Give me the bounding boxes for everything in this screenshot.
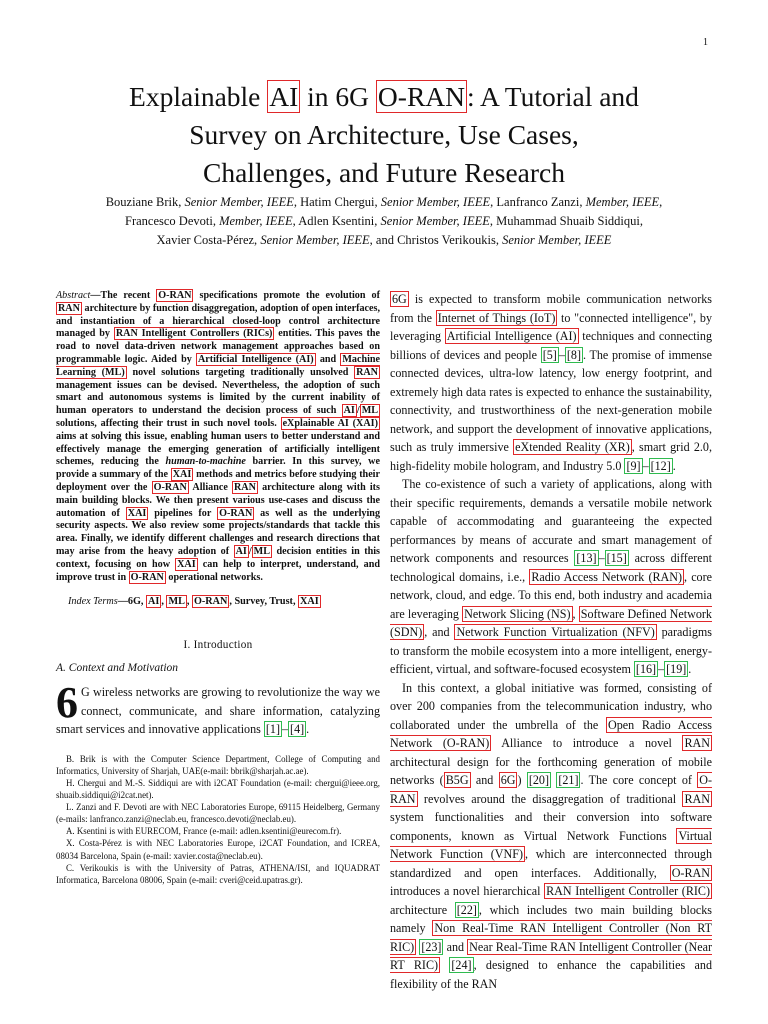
abstract: Abstract—The recent O-RAN specifications promote the evolution of RAN architecture by function disaggregation, adoption of open interfaces, and instantiation of a hierarchical closed-loop control architecture managed by RAN Intelligent Controllers (RICs) entities. This paves the road to novel data-driven network management approaches based on programmable logic. Aided by Artificial Intelligence (AI) and Machine Learning (ML) novel solutions targeting traditionally unsolved RAN management issues can be devised. Nevertheless, the adoption of such smart and autonomous systems is limited by the current inability of human operators to understand the decision process of such AI / ML solutions, affecting their trust in such novel tools. eXplainable AI (XAI) aims at solving this issue, enabling human users to better understand and effectively manage the emerging generation of artificially intelligent schemes, reducing the human-to-machine barrier. In this survey, we provide a summary of the XAI methods and metrics before studying their deployment over the O-RAN Alliance RAN architecture along with its main building blocks. We then present various use-cases and discuss the automation of XAI pipelines for O-RAN as well as the underlying security aspects. We also review some projects/standards that tackle this area. Finally, we identify different challenges and research directions that may arise from the heavy adoption of AI / ML decision entities in this context, focusing on how XAI can help to interpret, understand, and improve trust in O-RAN operational networks. [56, 290, 381, 583]
acronym-link[interactable]: O-RAN [219, 507, 253, 519]
acronym-link[interactable]: Artificial Intelligence (AI) [446, 329, 577, 343]
subsection-heading: A. Context and Motivation [56, 661, 179, 674]
acronym-link[interactable]: RAN [684, 791, 710, 806]
page-number: 1 [703, 37, 708, 48]
citation-link[interactable]: [21] [558, 773, 579, 787]
intro-paragraph: 6 G wireless networks are growing to revolutionize the way we connect, communicate, and share information, catalyzing smart services and innovative applications [1] – [4] . [56, 678, 380, 737]
footnotes [56, 753, 380, 886]
acronym-link[interactable]: O-RAN [153, 481, 187, 493]
acronym-link[interactable]: RAN [356, 366, 378, 378]
citation-link[interactable]: [22] [456, 902, 477, 917]
acronym-link[interactable]: Radio Access Network (RAN) [531, 569, 683, 584]
paper-title: Explainable AI in 6G O-RAN: A Tutorial and Survey on Architecture, Use Cases, Challenges, and Future Research [129, 81, 639, 188]
acronym-link[interactable]: AI [269, 81, 299, 112]
citation-link[interactable]: [19] [666, 662, 687, 676]
acronym-link[interactable]: O-RAN [390, 773, 712, 806]
acronym-link[interactable]: XAI [127, 507, 147, 519]
acronym-link[interactable]: RAN Intelligent Controllers (RICs) [115, 328, 273, 340]
footnote: X. Costa-Pérez is with NEC Laboratories Europe, i2CAT Foundation, and ICREA, 08034 Barcelona, Spain (e-mail: xavier.costa@neclab.eu). [56, 838, 380, 861]
acronym-link[interactable]: RAN Intelligent Controller (RIC) [546, 884, 711, 898]
acronym-link[interactable]: O-RAN [130, 571, 164, 583]
footnote: C. Verikoukis is with the University of Patras, ATHENA/ISI, and IQUADRAT Informatica, Barcelona 08006, Spain (e-mail: cveri@ceid.upatras.gr). [56, 862, 380, 885]
citation-link[interactable]: [15] [606, 551, 627, 565]
citation-link[interactable]: [24] [451, 958, 472, 972]
body-paragraph: The co-existence of such a variety of applications, along with their specific requirements, demands a versatile mobile network capable of accommodating and guaranteeing the expected performances by means of accurate and smart management of network components and resources [13] – [15] across different technological domains, i.e., Radio Access Network (RAN) , core network, cloud, and edge. To this end, both industry and academia are leveraging Network Slicing (NS) , Software Defined Network (SDN) , and Network Function Virtualization (NFV) paradigms to transform the mobile ecosystem into a more intelligent, energy-efficient, virtual, and software-focused ecosystem [16] – [19] . [390, 477, 712, 676]
footnote: A. Ksentini is with EURECOM, France (e-mail: adlen.ksentini@eurecom.fr). [66, 826, 342, 837]
acronym-link[interactable]: XAI [177, 558, 196, 570]
acronym-link[interactable]: O-RAN [377, 81, 466, 112]
acronym-link[interactable]: RAN [58, 302, 80, 314]
acronym-link[interactable]: ML [361, 405, 378, 417]
acronym-link[interactable]: ML [168, 596, 185, 608]
acronym-link[interactable]: ML [253, 545, 270, 557]
acronym-link[interactable]: Non Real-Time RAN Intelligent Controller (Non RT RIC) [390, 921, 712, 954]
right-column [390, 290, 712, 993]
acronym-link[interactable]: Internet of Things (IoT) [437, 310, 556, 325]
acronym-link[interactable]: O-RAN [671, 865, 710, 880]
footnote: H. Chergui and M.-S. Siddiqui are with i2CAT Foundation (e-mail: chergui@ieee.org, shuaib.siddiqui@i2cat.net). [56, 778, 380, 801]
citation-link[interactable]: [12] [650, 458, 671, 473]
citation-link[interactable]: [4] [290, 722, 305, 737]
acronym-link[interactable]: B5G [445, 773, 469, 787]
acronym-link[interactable]: eXplainable AI (XAI) [282, 417, 378, 429]
acronym-link[interactable]: AI [148, 596, 160, 608]
acronym-link[interactable]: AI [235, 545, 247, 557]
footnote: L. Zanzi and F. Devoti are with NEC Laboratories Europe, 69115 Heidelberg, Germany (e-mails: lanfranco.zanzi@neclab.eu, francesco.devoti@neclab.eu). [56, 802, 380, 825]
citation-link[interactable]: [13] [576, 551, 597, 565]
acronym-link[interactable]: Artificial Intelligence (AI) [197, 353, 314, 365]
acronym-link[interactable]: O-RAN [158, 290, 192, 301]
acronym-link[interactable]: RAN [684, 736, 710, 750]
citation-link[interactable]: [8] [566, 347, 581, 362]
acronym-link[interactable]: 6G [500, 773, 516, 787]
drop-cap: 6 [56, 678, 78, 728]
acronym-link[interactable]: Software Defined Network (SDN) [390, 606, 712, 639]
left-column [56, 290, 380, 886]
acronym-link[interactable]: Virtual Network Function (VNF) [390, 828, 712, 861]
citation-link[interactable]: [20] [528, 773, 549, 787]
citation-link[interactable]: [1] [265, 722, 280, 737]
citation-link[interactable]: [9] [626, 458, 641, 473]
citation-link[interactable]: [5] [542, 347, 557, 362]
acronym-link[interactable]: Machine Learning (ML) [56, 353, 381, 378]
body-paragraph: 6G is expected to transform mobile communication networks from the Internet of Things (IoT) to "connected intelligence", by leveraging Artificial Intelligence (AI) techniques and connecting billions of devices and people [5] – [8] . The promise of immense connected devices, ultra-low latency, low energy footprint, and extremely high data rates is expected to enhance the sustainability, connectivity, and trustworthiness of the next-generation mobile network, and support the development of innovative applications, such as truly immersive eXtended Reality (XR) , smart grid 2.0, high-fidelity mobile hologram, and Industry 5.0 [9] – [12] . [390, 292, 713, 473]
body-paragraph: In this context, a global initiative was formed, consisting of over 200 companies from the telecommunication industry, who collaborated under the umbrella of the Open Radio Access Network (O-RAN) Alliance to introduce a novel RAN architectural design for the forthcoming generation of mobile networks ( B5G and 6G ) [20] [21] . The core concept of O-RAN revolves around the disaggregation of traditional RAN system functionalities and their conversion into software components, known as Virtual Network Functions Virtual Network Function (VNF) , which are interconnected through standardized and open interfaces. Additionally, O-RAN introduces a novel hierarchical RAN Intelligent Controller (RIC) architecture [22] , which includes two main building blocks namely Non Real-Time RAN Intelligent Controller (Non RT RIC) [23] and Near Real-Time RAN Intelligent Controller (Near RT RIC) [24] , designed to enhance the capabilities and flexibility of the RAN [390, 680, 713, 991]
citation-link[interactable]: [23] [421, 939, 442, 954]
acronym-link[interactable]: Network Slicing (NS) [464, 606, 571, 621]
citation-link[interactable]: [16] [635, 662, 657, 676]
acronym-link[interactable]: XAI [172, 469, 192, 481]
acronym-link[interactable]: Near Real-Time RAN Intelligent Controller (Near RT RIC) [390, 939, 713, 972]
author-list: Bouziane Brik, Senior Member, IEEE, Hatim Chergui, Senior Member, IEEE, Lanfranco Zanzi, Member, IEEE, Francesco Devoti, Member, IEEE, Adlen Ksentini, Senior Member, IEEE, Muhammad Shuaib Siddiqui, Xavier Costa-Pérez, Senior Member, IEEE, and Christos Verikoukis, Senior Member, IEEE [105, 195, 663, 247]
acronym-link[interactable]: XAI [300, 596, 319, 608]
index-terms: Index Terms—6G, AI , ML , O-RAN , Survey, Trust, XAI [68, 596, 319, 608]
section-heading: I. Introduction [183, 639, 253, 652]
acronym-link[interactable]: Network Function Virtualization (NFV) [456, 625, 655, 639]
acronym-link[interactable]: RAN [234, 481, 256, 493]
footnote: B. Brik is with the Computer Science Department, College of Computing and Informatics, University of Sharjah, UAE(e-mail: bbrik@sharjah.ac.ae). [56, 753, 380, 776]
acronym-link[interactable]: 6G [392, 292, 407, 306]
acronym-link[interactable]: AI [343, 405, 355, 417]
acronym-link[interactable]: eXtended Reality (XR) [515, 440, 630, 454]
acronym-link[interactable]: Open Radio Access Network (O-RAN) [390, 717, 712, 750]
acronym-link[interactable]: O-RAN [193, 596, 228, 608]
